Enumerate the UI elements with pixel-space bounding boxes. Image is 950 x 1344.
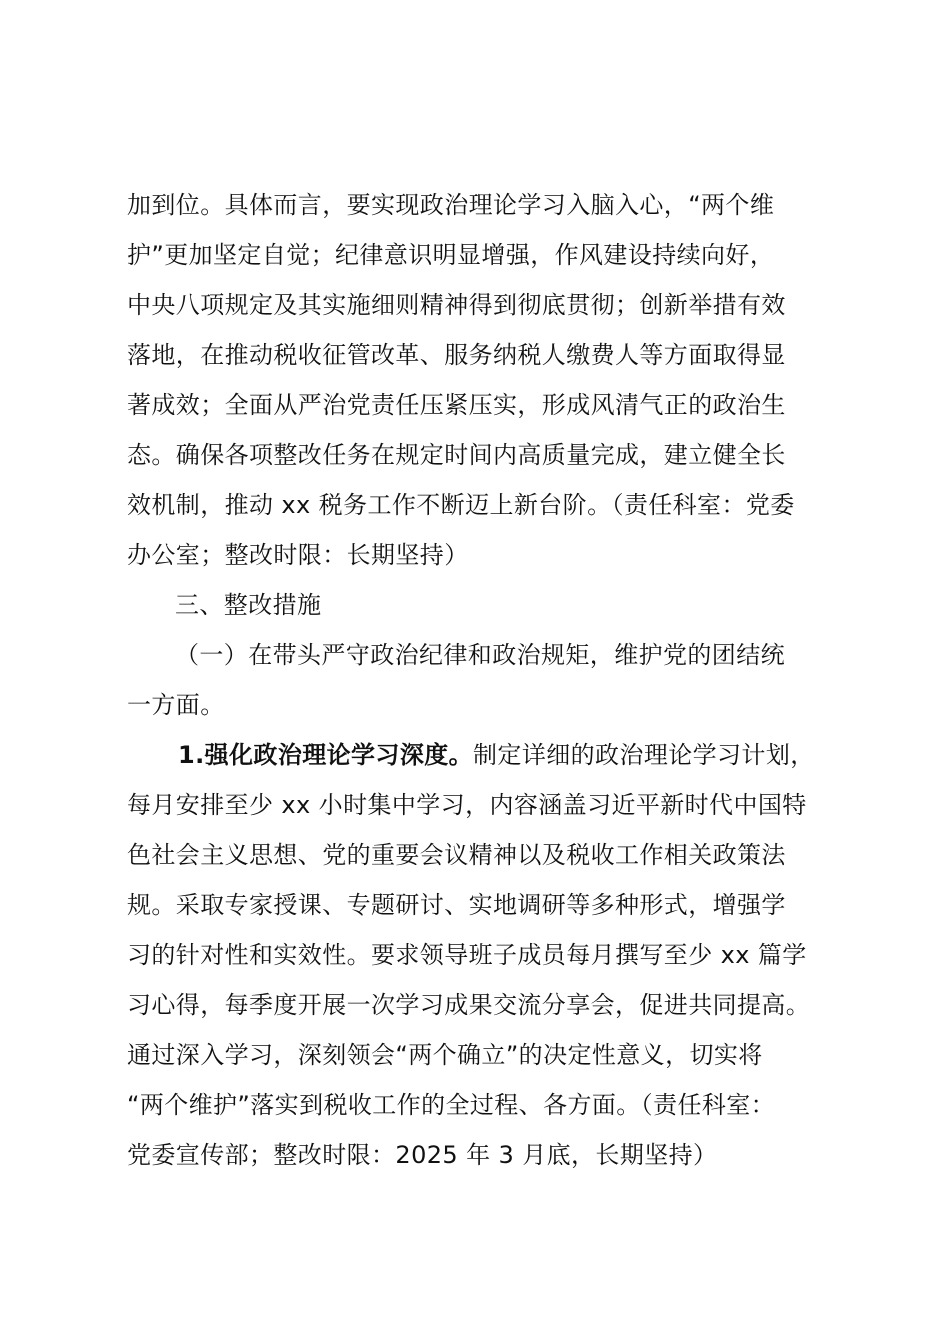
item-line: 规。采取专家授课、专题研讨、实地调研等多种形式，增强学 — [127, 891, 786, 919]
paragraph-line: 中央八项规定及其实施细则精神得到彻底贯彻；创新举措有效 — [127, 291, 786, 319]
section-heading: 三、整改措施 — [175, 591, 322, 619]
item-line: 每月安排至少 xx 小时集中学习，内容涵盖习近平新时代中国特 — [127, 791, 807, 819]
subsection-heading-line: 一方面。 — [127, 691, 225, 719]
item-line: 色社会主义思想、党的重要会议精神以及税收工作相关政策法 — [127, 841, 786, 869]
item-line: 通过深入学习，深刻领会“两个确立”的决定性意义，切实将 — [127, 1041, 763, 1069]
paragraph-line: 态。确保各项整改任务在规定时间内高质量完成，建立健全长 — [127, 441, 786, 469]
paragraph-line: 加到位。具体而言，要实现政治理论学习入脑入心，“两个维 — [127, 191, 775, 219]
item-first-line-text: 制定详细的政治理论学习计划， — [473, 741, 815, 769]
item-line: 党委宣传部；整改时限：2025 年 3 月底，长期坚持） — [127, 1141, 718, 1169]
item-line: “两个维护”落实到税收工作的全过程、各方面。（责任科室： — [127, 1091, 776, 1119]
item-line: 习的针对性和实效性。要求领导班子成员每月撰写至少 xx 篇学 — [127, 941, 807, 969]
item-line: 习心得，每季度开展一次学习成果交流分享会，促进共同提高。 — [127, 991, 811, 1019]
paragraph-line: 著成效；全面从严治党责任压紧压实，形成风清气正的政治生 — [127, 391, 786, 419]
item-heading: 1.强化政治理论学习深度。 — [178, 741, 474, 769]
subsection-heading-line: （一）在带头严守政治纪律和政治规矩，维护党的团结统 — [175, 641, 785, 669]
item-first-line — [178, 740, 898, 770]
paragraph-line: 落地，在推动税收征管改革、服务纳税人缴费人等方面取得显 — [127, 341, 786, 369]
paragraph-line: 效机制，推动 xx 税务工作不断迈上新台阶。（责任科室：党委 — [127, 491, 795, 519]
paragraph-line: 护”更加坚定自觉；纪律意识明显增强，作风建设持续向好， — [127, 241, 775, 269]
paragraph-line: 办公室；整改时限：长期坚持） — [127, 541, 469, 569]
